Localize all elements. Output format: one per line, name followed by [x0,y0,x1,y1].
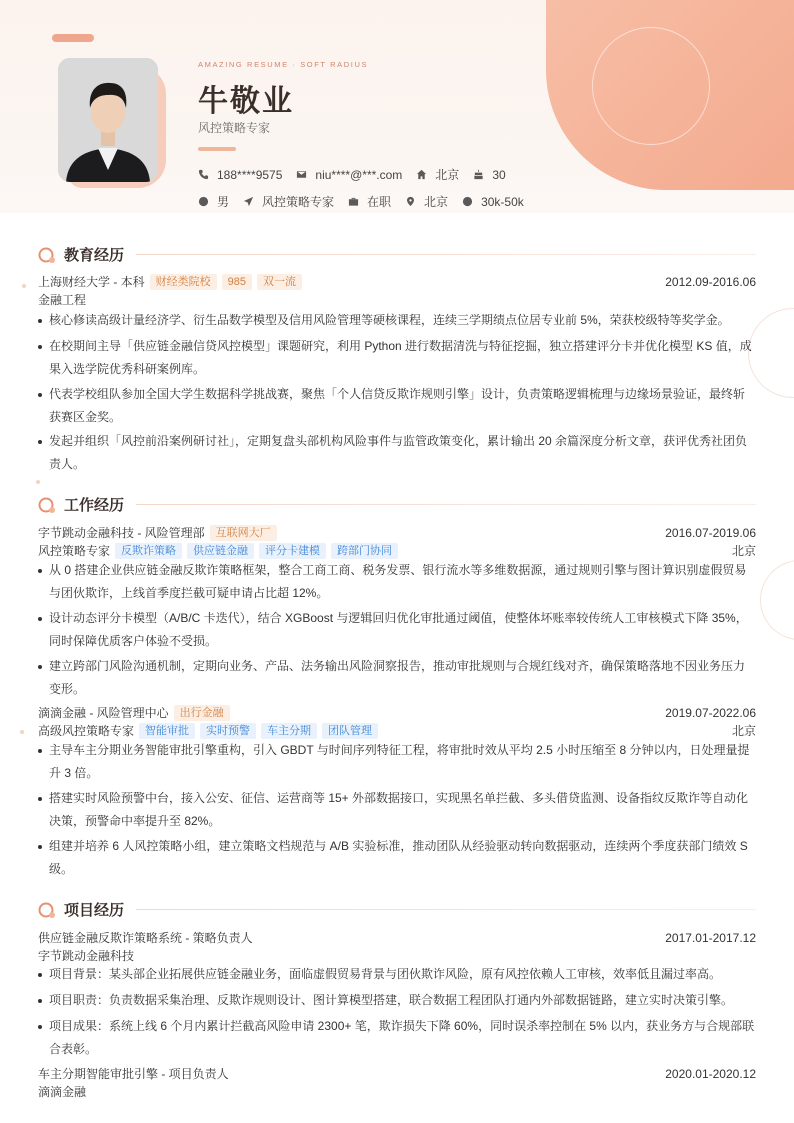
section-divider [136,909,756,910]
section-icon [38,901,56,919]
detail-gender: 男 [198,193,229,210]
skill-tag: 反欺诈策略 [115,543,182,559]
project-org: 滴滴金融 [38,1085,87,1099]
job-role-row [38,722,756,739]
job-city: 北京 [731,724,756,738]
project-name: 供应链金融反欺诈策略系统 - 策略负责人 [38,931,253,945]
school-tag: 985 [222,274,252,290]
education-major-row [38,291,756,308]
job-role: 风控策略专家 [38,544,111,558]
education-bullet: 在校期间主导「供应链金融信贷风控模型」课题研究，利用 Python 进行数据清洗与特征挖掘，独立搭建评分卡并优化模型 KS 值，成果入选学院优秀科研案例库。 [38,335,756,380]
skill-tag: 智能审批 [139,723,195,739]
project-name-row [38,1065,756,1082]
project-org-row [38,1083,756,1100]
contact-home: 北京 [416,166,459,183]
section-education [38,244,756,265]
job-bullet: 设计动态评分卡模型（A/B/C 卡迭代），结合 XGBoost 与逻辑回归优化审批通过阈值，使整体坏账率较传统人工审核模式下降 35%，同时保障优质客户体验不受损。 [38,607,756,652]
candidate-title: 风控策略专家 [198,121,271,135]
project-dates: 2017.01-2017.12 [665,930,756,945]
section-icon [38,246,56,264]
detail-salary: 30k-50k [462,195,524,209]
job-role-row [38,542,756,559]
accent-bar [52,34,94,42]
job-dates: 2019.07-2022.06 [665,705,756,720]
education-school-row [38,273,756,290]
project-bullet: 项目背景：某头部企业拓展供应链金融业务，面临虚假贸易背景与团伙欺诈风险，原有风控依赖人工审核，效率低且漏过率高。 [38,963,756,986]
school-tag: 双一流 [257,274,302,290]
project-dates: 2020.01-2020.12 [665,1066,756,1081]
detail-position: 风控策略专家 [243,193,334,210]
decorative-circle [592,27,710,145]
skill-tag: 跨部门协同 [331,543,398,559]
project-bullet: 项目成果：系统上线 6 个月内累计拦截高风险申请 2300+ 笔，欺诈损失下降 60%，同时误杀率控制在 5% 以内，获业务方与合规部联合表彰。 [38,1015,756,1060]
name-underline [198,147,236,151]
education-bullet: 代表学校组队参加全国大学生数据科学挑战赛，聚焦「个人信贷反欺诈规则引擎」设计，负责策略逻辑梳理与边缘场景验证，最终斩获赛区金奖。 [38,383,756,428]
education-bullet: 核心修读高级计量经济学、衍生品数学模型及信用风险管理等硬核课程，连续三学期绩点位居专业前 5%，荣获校级特等奖学金。 [38,309,756,332]
project-org-row [38,947,756,964]
detail-location: 北京 [405,193,448,210]
section-divider [136,504,756,505]
job-company: 滴滴金融 - 风险管理中心 [38,706,169,720]
decorative-dot [20,730,24,734]
project-org: 字节跳动金融科技 [38,949,135,963]
decorative-ring [760,560,794,640]
job-company-row [38,524,756,541]
briefcase-icon [348,196,359,207]
contact-email: niu****@***.com [296,168,402,182]
job-city: 北京 [731,544,756,558]
skill-tag: 车主分期 [261,723,317,739]
section-title: 项目经历 [64,902,125,919]
skill-tag: 评分卡建模 [259,543,326,559]
decorative-dot [36,480,40,484]
location-icon [405,196,416,207]
job-company: 字节跳动金融科技 - 风险管理部 [38,526,205,540]
job-company-row [38,704,756,721]
project-name: 车主分期智能审批引擎 - 项目负责人 [38,1067,229,1081]
education-dates: 2012.09-2016.06 [665,274,756,289]
job-bullet: 搭建实时风险预警中台，接入公安、征信、运营商等 15+ 外部数据接口，实现黑名单拦截、多头借贷监测、设备指纹反欺诈等自动化决策，预警命中率提升至 82%。 [38,787,756,832]
cake-icon [473,169,484,180]
company-tag: 出行金融 [174,705,230,721]
tagline: AMAZING RESUME · SOFT RADIUS [198,60,369,69]
details-row [198,193,538,210]
education-major: 金融工程 [38,293,87,307]
home-icon [416,169,427,180]
contact-phone: 188****9575 [198,168,282,182]
contact-age: 30 [473,168,505,182]
job-role: 高级风控策略专家 [38,724,135,738]
contact-row [198,166,520,183]
job-bullet: 建立跨部门风险沟通机制，定期向业务、产品、法务输出风险洞察报告，推动审批规则与合规红线对齐，确保策略落地不因业务压力变形。 [38,655,756,700]
gender-icon [198,196,209,207]
salary-icon [462,196,473,207]
section-divider [136,254,756,255]
section-projects [38,899,756,920]
detail-status: 在职 [348,193,391,210]
company-tag: 互联网大厂 [210,525,277,541]
job-dates: 2016.07-2019.06 [665,525,756,540]
profile-photo [58,58,158,182]
job-bullet: 组建并培养 6 人风控策略小组，建立策略文档规范与 A/B 实验标准，推动团队从经验驱动转向数据驱动，连续两个季度获部门绩效 S 级。 [38,835,756,880]
job-bullet: 从 0 搭建企业供应链金融反欺诈策略框架，整合工商工商、税务发票、银行流水等多维数据源，通过规则引擎与图计算识别虚假贸易与团伙欺诈，上线首季度拦截可疑申请占比超 12%。 [38,559,756,604]
skill-tag: 实时预警 [200,723,256,739]
skill-tag: 团队管理 [322,723,378,739]
section-icon [38,496,56,514]
mail-icon [296,169,307,180]
phone-icon [198,169,209,180]
section-work [38,494,756,515]
school-name: 上海财经大学 - 本科 [38,275,145,289]
project-name-row [38,929,756,946]
education-bullet: 发起并组织「风控前沿案例研讨社」，定期复盘头部机构风险事件与监管政策变化，累计输出 20 余篇深度分析文章，获评优秀社团负责人。 [38,430,756,475]
project-bullet: 项目职责：负责数据采集治理、反欺诈规则设计、图计算模型搭建，联合数据工程团队打通内外部数据链路，建立实时决策引擎。 [38,989,756,1012]
school-tag: 财经类院校 [150,274,217,290]
decorative-dot [22,284,26,288]
candidate-name: 牛敬业 [198,85,294,118]
section-title: 教育经历 [64,247,125,264]
skill-tag: 供应链金融 [187,543,254,559]
section-title: 工作经历 [64,497,125,514]
send-icon [243,196,254,207]
job-bullet: 主导车主分期业务智能审批引擎重构，引入 GBDT 与时间序列特征工程，将审批时效从平均 2.5 小时压缩至 8 分钟以内，日处理量提升 3 倍。 [38,739,756,784]
